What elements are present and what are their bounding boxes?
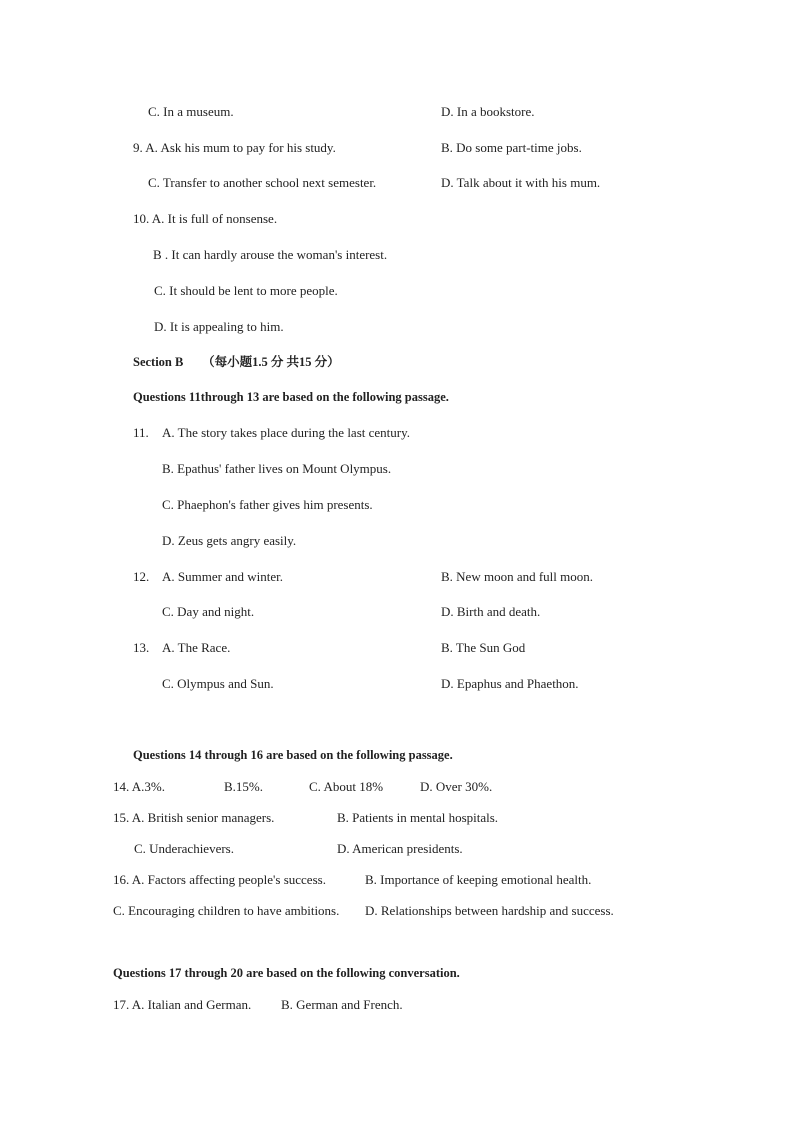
q16-option-a: 16. A. Factors affecting people's success. — [113, 872, 326, 887]
q11-option-d: D. Zeus gets angry easily. — [162, 533, 297, 548]
q12-option-b: B. New moon and full moon. — [441, 569, 594, 584]
q16-option-b: B. Importance of keeping emotional health. — [365, 872, 592, 887]
q12-option-d: D. Birth and death. — [441, 604, 541, 619]
q15-option-b: B. Patients in mental hospitals. — [337, 810, 499, 825]
q11-number: 11. — [133, 425, 149, 440]
q13-option-c: C. Olympus and Sun. — [162, 676, 274, 691]
q11-option-a: A. The story takes place during the last century. — [162, 425, 411, 440]
q12-option-c: C. Day and night. — [162, 604, 255, 619]
q14-option-c: C. About 18% — [309, 779, 384, 794]
q14-option-d: D. Over 30%. — [420, 779, 493, 794]
q16-option-d: D. Relationships between hardship and success. — [365, 903, 614, 918]
q15-option-c: C. Underachievers. — [134, 841, 234, 856]
q8-option-d: D. In a bookstore. — [441, 104, 535, 119]
q17-option-a: 17. A. Italian and German. — [113, 997, 252, 1012]
q13-option-b: B. The Sun God — [441, 640, 526, 655]
q10-option-d: D. It is appealing to him. — [154, 319, 284, 334]
questions-17-20-heading: Questions 17 through 20 are based on the following conversation. — [113, 966, 460, 980]
q14-option-b: B.15%. — [224, 779, 263, 794]
q16-option-c: C. Encouraging children to have ambitions. — [113, 903, 340, 918]
q8-option-c: C. In a museum. — [148, 104, 234, 119]
q11-option-b: B. Epathus' father lives on Mount Olympus. — [162, 461, 392, 476]
q15-option-a: 15. A. British senior managers. — [113, 810, 275, 825]
q15-option-d: D. American presidents. — [337, 841, 463, 856]
q13-number: 13. — [133, 640, 150, 655]
q9-option-c: C. Transfer to another school next semester. — [148, 175, 377, 190]
section-b-heading: Section B （每小题1.5 分 共15 分） — [133, 355, 340, 369]
q9-option-a: 9. A. Ask his mum to pay for his study. — [133, 140, 336, 155]
q17-option-b: B. German and French. — [281, 997, 403, 1012]
q13-option-d: D. Epaphus and Phaethon. — [441, 676, 579, 691]
q11-option-c: C. Phaephon's father gives him presents. — [162, 497, 373, 512]
q14-option-a: 14. A.3%. — [113, 779, 165, 794]
questions-11-13-heading: Questions 11through 13 are based on the following passage. — [133, 390, 449, 404]
q10-option-a: 10. A. It is full of nonsense. — [133, 211, 278, 226]
q12-option-a: A. Summer and winter. — [162, 569, 283, 584]
q10-option-b: B . It can hardly arouse the woman's interest. — [153, 247, 388, 262]
questions-14-16-heading: Questions 14 through 16 are based on the following passage. — [133, 748, 453, 762]
q9-option-d: D. Talk about it with his mum. — [441, 175, 601, 190]
q10-option-c: C. It should be lent to more people. — [154, 283, 338, 298]
q12-number: 12. — [133, 569, 150, 584]
q9-option-b: B. Do some part-time jobs. — [441, 140, 582, 155]
q13-option-a: A. The Race. — [162, 640, 231, 655]
